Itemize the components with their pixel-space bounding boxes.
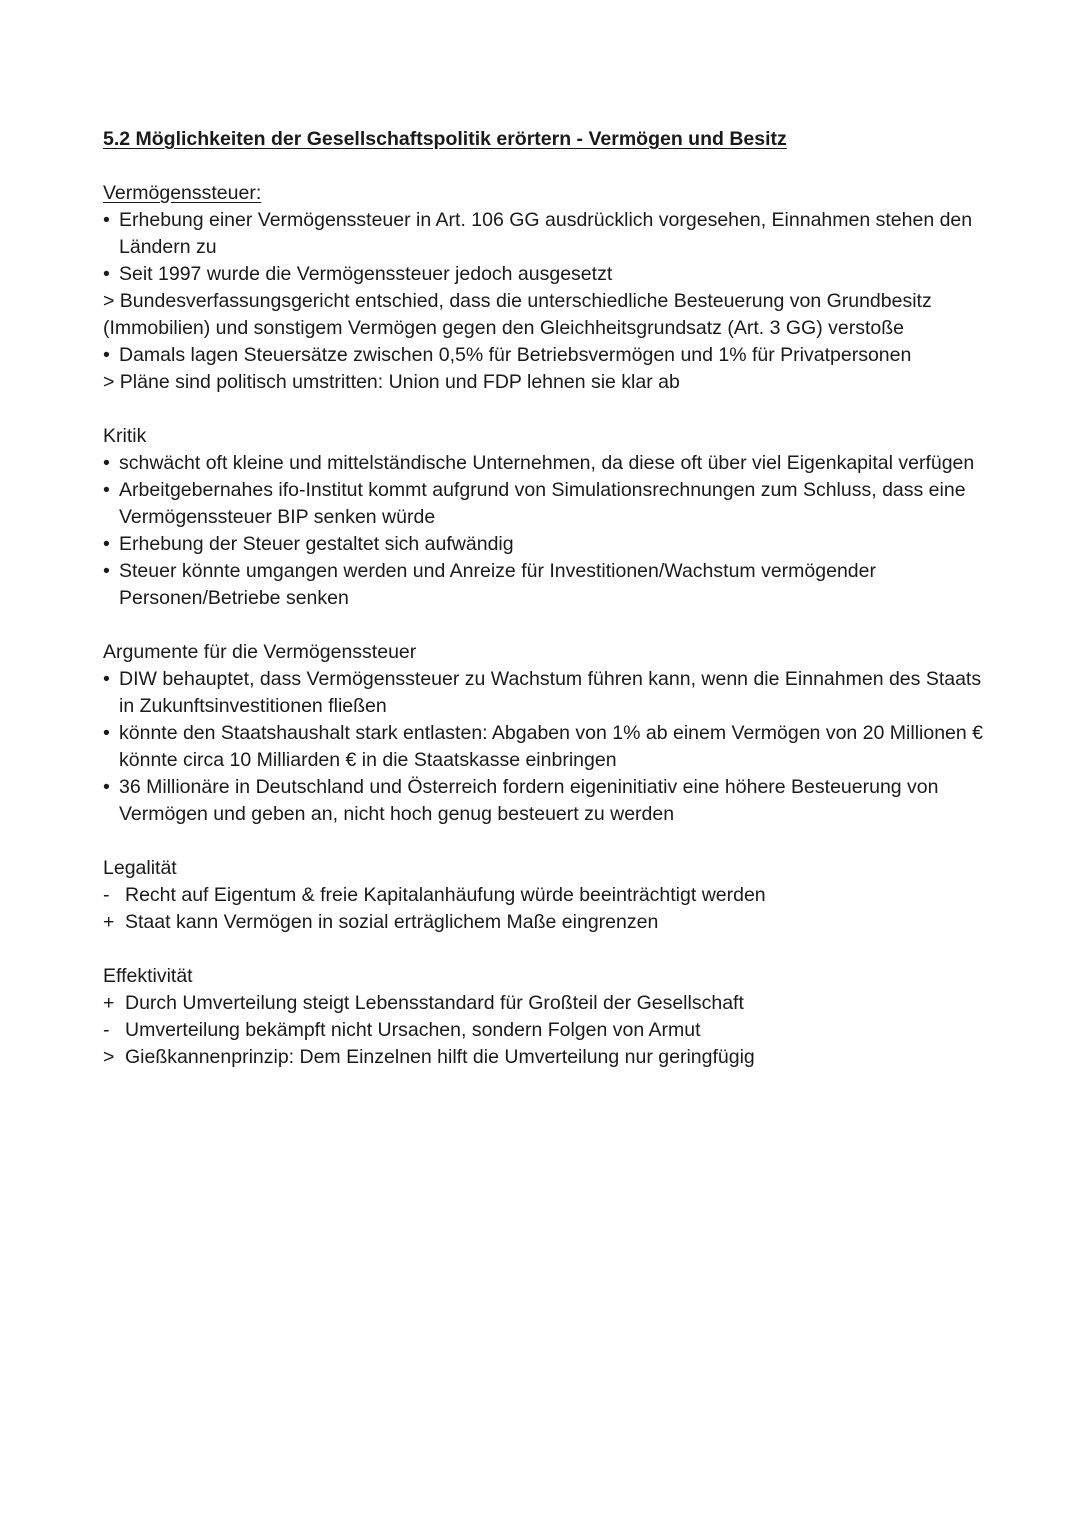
section-heading: Legalität <box>103 857 177 879</box>
list-item-text: könnte den Staatshaushalt stark entlasten: Abgaben von 1% ab einem Vermögen von 20 Millionen € könnte circa 10 Milliarden € in die Staatskasse einbringen <box>119 722 983 771</box>
section-kritik <box>103 423 983 612</box>
list-item-text: Damals lagen Steuersätze zwischen 0,5% für Betriebsvermögen und 1% für Privatpersonen <box>119 344 912 366</box>
list-item <box>103 882 983 909</box>
list-item <box>103 477 983 531</box>
minus-marker: - <box>103 884 110 906</box>
section-heading: Kritik <box>103 425 147 447</box>
list-item-text: Steuer könnte umgangen werden und Anreize für Investitionen/Wachstum vermögender Personen/Betriebe senken <box>119 560 876 609</box>
arrow-marker: > <box>103 1046 115 1068</box>
list-item-text: Seit 1997 wurde die Vermögenssteuer jedoch ausgesetzt <box>119 263 613 285</box>
bullet-marker: • <box>103 533 110 555</box>
list-item <box>103 531 983 558</box>
list-item-text: > Bundesverfassungsgericht entschied, dass die unterschiedliche Besteuerung von Grundbesitz (Immobilien) und sonstigem Vermögen gegen den Gleichheitsgrundsatz (Art. 3 GG) verstoße <box>103 290 932 339</box>
section-argumente <box>103 639 983 828</box>
list-item <box>103 1044 983 1071</box>
list-item-text: Durch Umverteilung steigt Lebensstandard für Großteil der Gesellschaft <box>125 992 744 1014</box>
list-item <box>103 909 983 936</box>
list-item-text: 36 Millionäre in Deutschland und Österreich fordern eigeninitiativ eine höhere Besteuerung von Vermögen und geben an, nicht hoch genug besteuert zu werden <box>119 776 939 825</box>
list-item-text: Gießkannenprinzip: Dem Einzelnen hilft die Umverteilung nur geringfügig <box>125 1046 755 1068</box>
list-item-text: Umverteilung bekämpft nicht Ursachen, sondern Folgen von Armut <box>125 1019 701 1041</box>
list-item-text: DIW behauptet, dass Vermögenssteuer zu Wachstum führen kann, wenn die Einnahmen des Staats in Zukunftsinvestitionen fließen <box>119 668 982 717</box>
list-item <box>103 1017 983 1044</box>
list-item <box>103 666 983 720</box>
plus-marker: + <box>103 911 115 933</box>
list-item <box>103 288 983 342</box>
bullet-marker: • <box>103 263 110 285</box>
list-item-text: Erhebung einer Vermögenssteuer in Art. 106 GG ausdrücklich vorgesehen, Einnahmen stehen den Ländern zu <box>119 209 973 258</box>
list-item <box>103 558 983 612</box>
section-effektivitaet <box>103 963 983 1071</box>
document-title: 5.2 Möglichkeiten der Gesellschaftspolitik erörtern - Vermögen und Besitz <box>103 128 787 150</box>
bullet-marker: • <box>103 668 110 690</box>
list-item-text: Erhebung der Steuer gestaltet sich aufwändig <box>119 533 514 555</box>
minus-marker: - <box>103 1019 110 1041</box>
bullet-marker: • <box>103 452 110 474</box>
list-item <box>103 342 983 369</box>
section-heading: Vermögenssteuer: <box>103 182 262 204</box>
list-item <box>103 990 983 1017</box>
list-item-text: Recht auf Eigentum & freie Kapitalanhäufung würde beeinträchtigt werden <box>125 884 766 906</box>
bullet-marker: • <box>103 479 110 501</box>
bullet-marker: • <box>103 344 110 366</box>
bullet-marker: • <box>103 776 110 798</box>
list-item-text: > Pläne sind politisch umstritten: Union und FDP lehnen sie klar ab <box>103 371 680 393</box>
list-item-text: Staat kann Vermögen in sozial erträglichem Maße eingrenzen <box>125 911 659 933</box>
section-vermoegenssteuer <box>103 180 983 396</box>
bullet-marker: • <box>103 722 110 744</box>
section-legalitaet <box>103 855 983 936</box>
list-item <box>103 369 983 396</box>
list-item <box>103 720 983 774</box>
list-item-text: schwächt oft kleine und mittelständische Unternehmen, da diese oft über viel Eigenkapital verfügen <box>119 452 975 474</box>
plus-marker: + <box>103 992 115 1014</box>
document-page <box>103 126 983 1071</box>
bullet-marker: • <box>103 209 110 231</box>
list-item <box>103 774 983 828</box>
list-item-text: Arbeitgebernahes ifo-Institut kommt aufgrund von Simulationsrechnungen zum Schluss, dass eine Vermögenssteuer BIP senken würde <box>119 479 966 528</box>
bullet-marker: • <box>103 560 110 582</box>
section-heading: Argumente für die Vermögenssteuer <box>103 641 417 663</box>
list-item <box>103 207 983 261</box>
section-heading: Effektivität <box>103 965 193 987</box>
list-item <box>103 450 983 477</box>
list-item <box>103 261 983 288</box>
